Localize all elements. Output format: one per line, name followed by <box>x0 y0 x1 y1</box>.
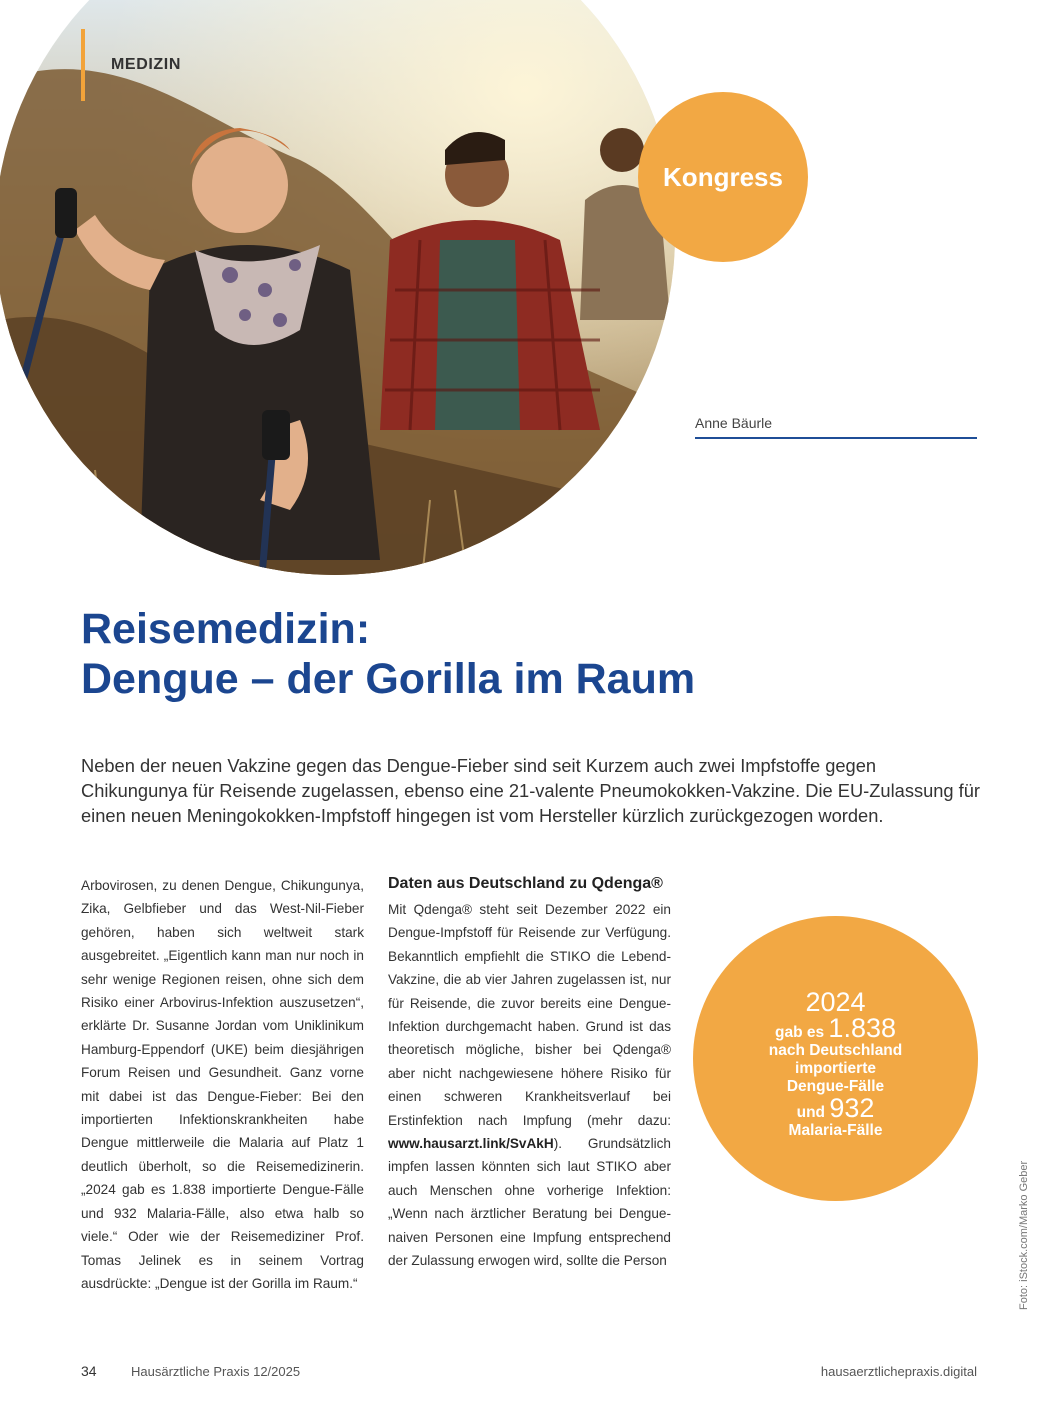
statistic-callout <box>693 916 978 1201</box>
article-headline <box>81 604 981 704</box>
stat-line-3: nach Deutschland <box>768 1042 903 1059</box>
section-label: MEDIZIN <box>111 56 181 73</box>
subheading: Daten aus Deutschland zu Qdenga® <box>388 875 663 892</box>
footer-url[interactable]: hausaerztlichepraxis.digital <box>820 1364 977 1379</box>
headline-line-1: Reisemedizin: <box>81 605 371 653</box>
category-badge <box>638 92 808 262</box>
stat-malaria-count: 932 <box>829 1093 875 1123</box>
hero-photo <box>0 0 1058 600</box>
hero-photo-illustration <box>0 0 1058 600</box>
body-column-2 <box>388 872 671 1273</box>
stat-connector: und <box>796 1104 826 1121</box>
column-2-text-part-1: Mit Qdenga® steht seit Dezember 2022 ein Dengue-Impfstoff für Reisende zur Verfügung. Bekanntlich empfiehlt die STIKO die Lebend-Vakzine, die ab vier Jahren zugelassen ist, nur für Reisende, die zuvor bereits eine Dengue-Infektion durchgemacht haben. Grund ist das theoretisch mögliche, bisher bei Qdenga® aber nicht nachgewiesene höhere Risiko für einen schweren Krankheitsverlauf bei Erstinfektion nach Impfung (mehr dazu: <box>388 902 671 1128</box>
stat-line-dengue <box>713 1013 958 1043</box>
reference-link[interactable]: www.hausarzt.link/SvAkH <box>388 1136 554 1152</box>
section-accent-bar <box>81 29 85 101</box>
stat-year: 2024 <box>805 987 866 1017</box>
stat-line-7: Malaria-Fälle <box>788 1122 883 1139</box>
page-number: 34 <box>81 1363 97 1379</box>
article-lead: Neben der neuen Vakzine gegen das Dengue-Fieber sind seit Kurzem auch zwei Impfstoffe gegen Chikungunya für Reisende zugelassen, ebenso eine 21-valente Pneumokokken-Vakzine. Die EU-Zulassung für einen neuen Meningokokken-Impfstoff hingegen ist vom Hersteller kürzlich zurückgezogen worden. <box>81 755 981 826</box>
photo-credit: Foto: iStock.com/Marko Geber <box>1018 1160 1030 1310</box>
stat-prefix: gab es <box>775 1024 825 1041</box>
category-badge-label: Kongress <box>663 161 783 192</box>
column-2-text-part-2: ). Grundsätzlich impfen lassen könnten sich laut STIKO aber auch Menschen ohne vorherige Infektion: „Wenn nach ärztlicher Beratung bei Dengue-naiven Personen eine Impfung entsprechend der Zulassung erwogen wird, sollte die Person <box>388 1136 671 1269</box>
publication-name: Hausärztliche Praxis 12/2025 <box>131 1364 301 1379</box>
stat-line-5: Dengue-Fälle <box>786 1078 885 1095</box>
stat-line-malaria <box>713 1093 958 1123</box>
author-byline: Anne Bäurle <box>695 415 977 439</box>
column-2-paragraph <box>388 898 671 1273</box>
stat-line-4: importierte <box>795 1060 876 1077</box>
stat-dengue-count: 1.838 <box>828 1013 896 1043</box>
body-column-1: Arbovirosen, zu denen Dengue, Chikungunya, Zika, Gelbfieber und das West-Nil-Fieber gehören, haben sich weltweit stark ausgebreitet. „Eigentlich kann man nur noch in sehr wenige Regionen reisen, ohne sich dem Risiko einer Arbovirus-Infektion auszusetzen“, erklärte Dr. Susanne Jordan vom Uniklinikum Hamburg-Eppendorf (UKE) beim diesjährigen Forum Reisen und Gesundheit. Ganz vorne mit dabei ist das Dengue-Fieber: Bei den importierten Infektionskrankheiten habe Dengue mittlerweile die Malaria auf Platz 1 deutlich überholt, so die Reisemedizinerin. „2024 gab es 1.838 importierte Dengue-Fälle und 932 Malaria-Fälle, also etwa halb so viele.“ Oder wie der Reisemediziner Prof. Tomas Jelinek es in seinem Vortrag ausdrückte: „Dengue ist der Gorilla im Raum.“ <box>81 878 364 1291</box>
headline-line-2: Dengue – der Gorilla im Raum <box>81 655 696 703</box>
